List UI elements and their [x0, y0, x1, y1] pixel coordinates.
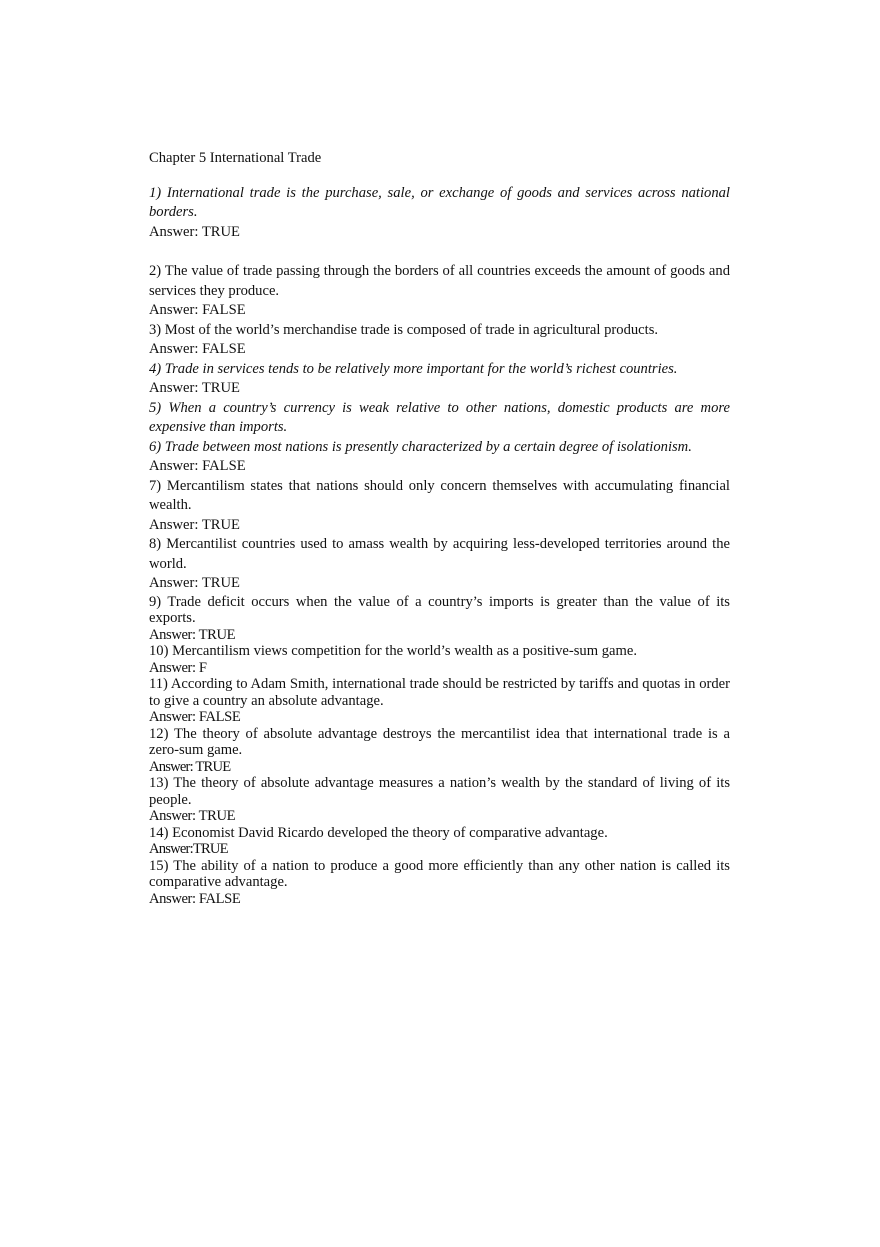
question-text-7: 7) Mercantilism states that nations should only concern themselves with accumulating financial wealth. — [149, 477, 730, 513]
question-text-10: 10) Mercantilism views competition for the world’s wealth as a positive-sum game. — [149, 643, 637, 659]
question-text-15: 15) The ability of a nation to produce a good more efficiently than any other nation is called its comparative advantage. — [149, 857, 730, 890]
question-item-2 — [149, 262, 730, 321]
answer-text-11: Answer: FALSE — [149, 709, 241, 725]
question-item-1 — [149, 184, 730, 243]
question-text-14: 14) Economist David Ricardo developed the theory of comparative advantage. — [149, 824, 608, 841]
answer-text-6: Answer: FALSE — [149, 458, 246, 474]
question-item-3 — [149, 321, 730, 360]
question-text-3: 3) Most of the world’s merchandise trade is composed of trade in agricultural products. — [149, 321, 659, 338]
question-text-13: 13) The theory of absolute advantage measures a nation’s wealth by the standard of living of its people. — [149, 775, 730, 808]
question-item-6 — [149, 438, 730, 477]
answer-text-13: Answer: TRUE — [149, 808, 236, 824]
question-text-9: 9) Trade deficit occurs when the value of a country’s imports is greater than the value of its exports. — [149, 593, 730, 626]
question-text-12: 12) The theory of absolute advantage destroys the mercantilist idea that international trade is a zero-sum game. — [149, 725, 730, 758]
question-text-11: 11) According to Adam Smith, international trade should be restricted by tariffs and quotas in order to give a country an absolute advantage. — [149, 676, 730, 709]
document-body — [149, 149, 730, 907]
question-item-7 — [149, 477, 730, 536]
question-item-8 — [149, 535, 730, 594]
question-item-14 — [149, 825, 730, 858]
question-text-6: 6) Trade between most nations is presently characterized by a certain degree of isolationism. — [149, 438, 692, 455]
answer-text-8: Answer: TRUE — [149, 575, 240, 591]
answer-text-7: Answer: TRUE — [149, 516, 240, 533]
question-item-13 — [149, 775, 730, 825]
question-item-15 — [149, 858, 730, 908]
answer-text-15: Answer: FALSE — [149, 890, 241, 907]
question-text-4: 4) Trade in services tends to be relatively more important for the world’s richest countries. — [149, 360, 678, 377]
question-item-10 — [149, 643, 730, 676]
answer-text-3: Answer: FALSE — [149, 341, 246, 357]
answer-text-10: Answer: F — [149, 659, 207, 676]
answer-text-1: Answer: TRUE — [149, 223, 240, 240]
answer-text-12: Answer: TRUE — [149, 758, 231, 775]
question-text-2: 2) The value of trade passing through the borders of all countries exceeds the amount of goods and services they produce. — [149, 263, 730, 299]
answer-text-9: Answer: TRUE — [149, 626, 236, 643]
chapter-title: Chapter 5 International Trade — [149, 150, 322, 166]
answer-text-2: Answer: FALSE — [149, 302, 246, 318]
question-text-5: 5) When a country’s currency is weak relative to other nations, domestic products are more expensive than imports. — [149, 399, 730, 435]
question-item-11 — [149, 676, 730, 726]
question-item-5 — [149, 399, 730, 438]
question-text-8: 8) Mercantilist countries used to amass wealth by acquiring less-developed territories around the world. — [149, 536, 730, 572]
question-text-1: 1) International trade is the purchase, sale, or exchange of goods and services across national borders. — [149, 184, 730, 220]
answer-text-4: Answer: TRUE — [149, 380, 240, 396]
question-item-4 — [149, 360, 730, 399]
answer-text-14: Answer:TRUE — [149, 841, 228, 857]
question-item-9 — [149, 594, 730, 644]
question-item-12 — [149, 726, 730, 776]
